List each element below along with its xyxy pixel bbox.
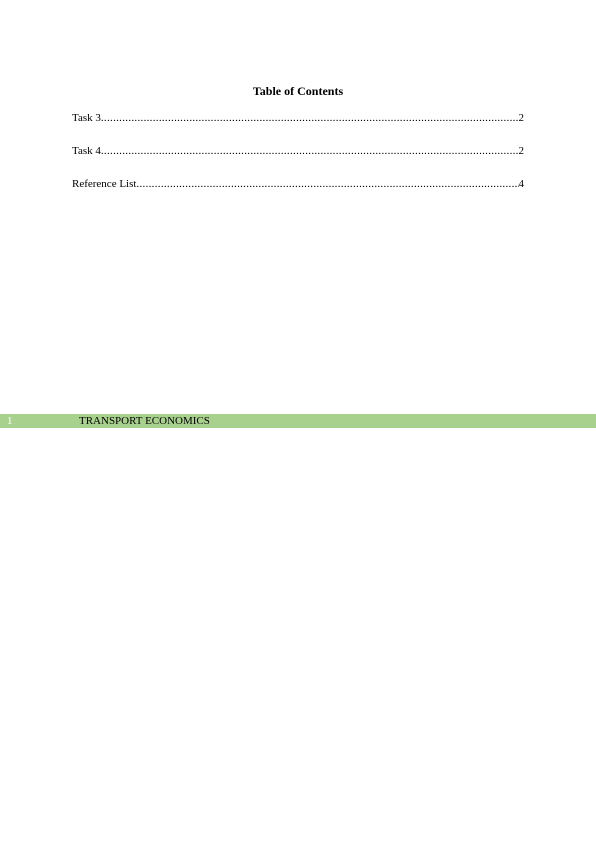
toc-dot-leader	[101, 144, 519, 158]
toc-entry-label: Task 3	[72, 112, 101, 124]
toc-entry-page: 4	[518, 178, 524, 190]
toc-entry-task-4[interactable]	[72, 144, 524, 158]
running-title: TRANSPORT ECONOMICS	[79, 415, 210, 427]
toc-entry-label: Task 4	[72, 145, 101, 157]
running-header-bar	[0, 414, 596, 428]
toc-entry-reference-list[interactable]	[72, 177, 524, 191]
toc-dot-leader	[101, 111, 519, 125]
toc-entry-page: 2	[518, 112, 524, 124]
toc-entry-label: Reference List	[72, 178, 137, 190]
toc-dot-leader	[136, 177, 518, 191]
toc-entry-task-3[interactable]	[72, 111, 524, 125]
toc-entry-page: 2	[518, 145, 524, 157]
page-number: 1	[7, 415, 13, 427]
toc-list	[72, 111, 524, 210]
toc-heading: Table of Contents	[252, 84, 344, 98]
